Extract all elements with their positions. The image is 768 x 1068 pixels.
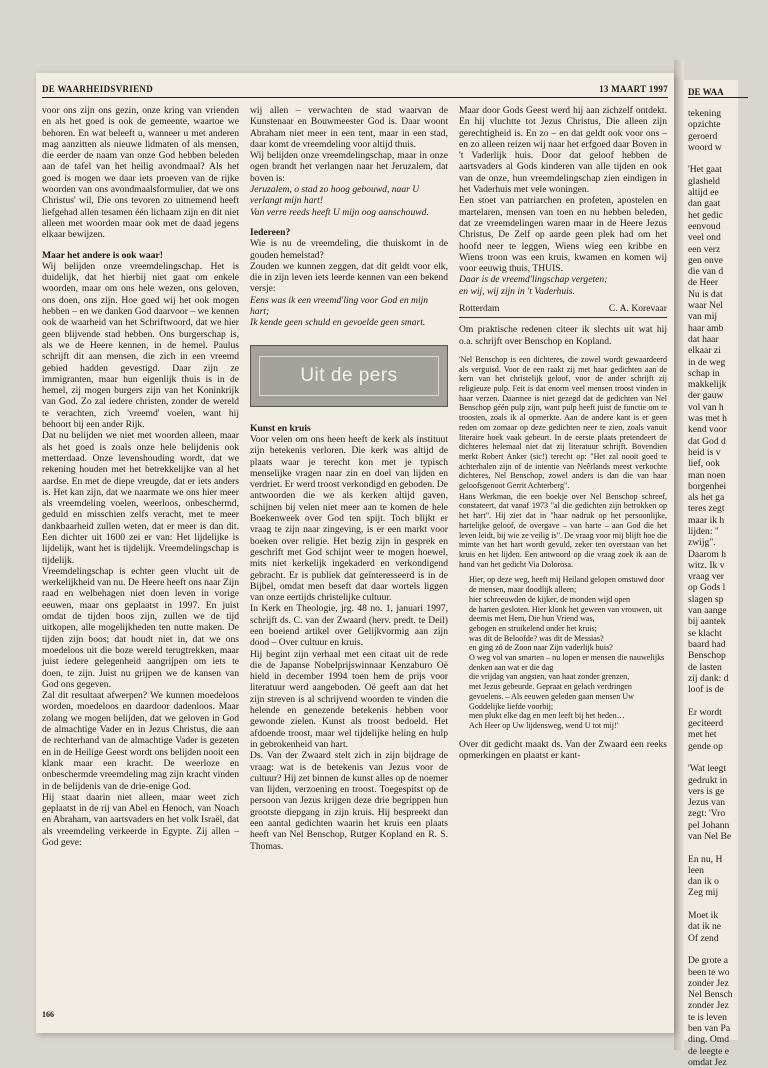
adjacent-line: woord w (688, 141, 722, 153)
quote-paragraph: Hans Werkman, die een boekje over Nel Benschop schreef, constateert, dat vanaf 1973 "al die gedichten zijn betrokken op het hart". Hij ziet dat in "haar nadruk op het persoonlijke, hartelijke geloof, de overgave – van harte – aan God die het leven leidt, bij wie ze veilig is". De vraag voor mij blijft hoe die mimte van het hart wordt gevuld, zeker ten overstaan van het kruis en het lijden. Een antwoord op die vraag zoek ik aan de hand van het gedicht Via Dolorosa. (459, 491, 667, 569)
adjacent-line: haar amb (688, 322, 724, 334)
paragraph: Over dit gedicht maakt ds. Van der Zwaard een reeks opmerkingen en plaatst er kant- (459, 738, 667, 761)
adjacent-line: loof is de (688, 684, 724, 696)
adjacent-line: die van d (688, 266, 724, 278)
issue-date: 13 MAART 1997 (599, 84, 668, 94)
paragraph: Eens was ik een vreemd'ling voor God en mijn hart; (250, 294, 429, 318)
paragraph: Om praktische redenen citeer ik slechts uit wat hij o.a. schrijft over Benschop en Kopland. (459, 324, 667, 347)
adjacent-line: slagen sp (688, 593, 724, 605)
paragraph: Daar is de vreemd'lingschap vergeten; (459, 274, 608, 286)
column-3-article-end (459, 105, 667, 297)
adjacent-line: altijd ee (688, 187, 719, 199)
poem-line: men plukt elke dag en men leeft bij het heden… (469, 711, 625, 721)
adjacent-line: eenvoud (688, 220, 721, 232)
column-2-press-article (250, 423, 448, 852)
adjacent-line: 'Wat leegt (688, 763, 726, 775)
paragraph: Maar door Gods Geest werd hij aan zichzelf ontdekt. En hij vluchtte tot Jezus Christus, Die alleen zijn gerechtigheid is. En zo – en dat geldt ook voor ons – en zo alleen reizen wij naar het erfgoed daar Boven in 't Vaderlijk huis. Door dat geloof hebben de aartsvaders al Gods kinderen van alle tijden en ook van de onze, hun vreemdelingschap zien eindigen in het Vaderhuis met vele woningen. (459, 105, 667, 196)
paragraph: Een stoet van patriarchen en profeten, apostelen en martelaren, mensen van toen en nu hebben beleden, dat ze vreemdelingen waren maar in de Heere Jezus Christus, De Zelf op aarde geen plek had om het hoofd neer te leggen, Wiens wieg een kribbe en Wiens troon was een kruis, kwamen en komen wij voor eeuwig thuis, THUIS. (459, 195, 667, 275)
poem-line: hier schreeuwden de kijker, de monden wijd open (469, 594, 631, 604)
adjacent-line: De grote a (688, 955, 728, 967)
section-banner (250, 345, 448, 407)
paragraph: Wij belijden onze vreemdelingschap, maar in onze ogen brandt het verlangen naar het Jeruzalem, dat boven is: (250, 150, 448, 184)
signature-author: C. A. Korevaar (608, 303, 667, 315)
column-3-intro (459, 324, 667, 347)
adjacent-line: tekening (688, 108, 722, 119)
adjacent-line: vol van h (688, 401, 724, 413)
adjacent-line: Nel Bensch (688, 989, 733, 1001)
adjacent-page-header: DE WAA (688, 87, 748, 98)
quoted-passage (459, 355, 667, 569)
adjacent-line: Zeg mij (688, 887, 719, 899)
paragraph: In Kerk en Theologie, jrg. 48 no. 1, januari 1997, schrijft ds. C. van der Zwaard (herv. predt. te Deil) een boeiend artikel over Gelijkvormig aan zijn dood – Over cultuur en kruis. (250, 603, 448, 649)
column-3-continuation (459, 739, 667, 762)
running-header (42, 83, 668, 98)
poem-line: met Jezus gebeurde. Gepraat en gelach verdringen gevoelens. – Als eeuwen geleden gaan mensen Uw Goddelijke liefde voorbij; (469, 682, 634, 711)
adjacent-line: was met h (688, 413, 727, 425)
adjacent-line: Nu is dat (688, 288, 723, 300)
adjacent-line: been te wo (688, 966, 730, 978)
adjacent-line: van mij (688, 311, 718, 323)
adjacent-line: dat haar (688, 333, 719, 345)
adjacent-line: Er wordt (688, 706, 722, 718)
adjacent-line: Daarom h (688, 548, 727, 560)
paragraph: Wie is nu de vreemdeling, die thuiskomt in de gouden hemelstad? (250, 238, 448, 261)
subheading: Kunst en kruis (250, 422, 311, 434)
adjacent-line: En nu, H (688, 853, 723, 865)
section-banner-frame (259, 356, 439, 396)
adjacent-line: het gedic (688, 209, 723, 221)
paragraph: Zouden we kunnen zeggen, dat dit geldt voor elk, die in zijn leven iets leerde kennen van een bekend versje: (250, 260, 448, 295)
paragraph: Ik kende geen schuld en gevoelde geen smart. (250, 317, 426, 329)
poem-via-dolorosa (469, 575, 667, 730)
adjacent-line: zwijg". (688, 537, 716, 549)
adjacent-line (688, 752, 768, 763)
adjacent-line: geciteerd (688, 718, 724, 730)
paragraph: Zal dit resultaat afwerpen? We kunnen moedeloos worden, moedeloos en daardoor dadenloos. Maar zolang we mogen belijden, dat we geloven in God de almachtige Vader en in Jezus Christus, die aan de rechterhand van de almachtige Vader is gezeten en in de Heilige Geest wordt ons belijden nooit een klank maar een kracht. De weerloze en onbeschermde vreemdeling mag zijn kracht vinden in de belijdenis van de drie-enige God. (42, 690, 239, 792)
adjacent-line: leen (688, 864, 704, 876)
adjacent-line: der gauw (688, 390, 724, 402)
adjacent-line: heid is v (688, 446, 721, 458)
adjacent-line: waar Nel (688, 300, 723, 312)
adjacent-line (688, 899, 768, 910)
publication-title: DE WAARHEIDSVRIEND (42, 84, 154, 94)
adjacent-line: baard had (688, 638, 726, 650)
adjacent-line: van Nel Be (688, 831, 732, 842)
adjacent-line: ben van Pa (688, 1023, 731, 1035)
adjacent-line: een verz (688, 243, 721, 255)
paragraph: Hij staat daarin niet alleen, maar weet zich geplaatst in de rij van Abel en Henoch, van Noach en Abraham, van aartsvaders en het volk Israël, dat als vreemdeling verkeerde in Egypte. Zij allen – God geve: (42, 791, 239, 848)
adjacent-line: de Heer (688, 277, 719, 289)
adjacent-line: lijden: " (688, 525, 719, 537)
column-1-text (42, 105, 239, 848)
paragraph: wij allen – verwachten de stad waarvan de Kunstenaar en Bouwmeester God is. Daar woont Abraham niet meer in een tent, maar in een stad, daar komt de vreemdeling voor altijd thuis. (250, 105, 448, 150)
adjacent-line: schap in (688, 367, 720, 379)
adjacent-line: Moet ik (688, 910, 719, 922)
adjacent-line: van aange (688, 605, 727, 617)
adjacent-line: zij dank: d (688, 672, 729, 684)
adjacent-line: dat ik ne (688, 921, 722, 933)
adjacent-line: te is leven (688, 1011, 727, 1023)
adjacent-line: gende op (688, 740, 723, 752)
adjacent-line: de lasten (688, 661, 722, 673)
poem-line: Hier, op deze weg, heeft mij Heiland gelopen omstuwd door de mensen, maar doodlijk alleen; (469, 575, 665, 595)
adjacent-line: Benschop (688, 650, 726, 662)
adjacent-line: gen onve (688, 254, 723, 266)
adjacent-line: kend voor (688, 424, 727, 436)
adjacent-line: maar ik h (688, 514, 725, 526)
adjacent-line: geroerd (688, 130, 718, 142)
paragraph: en wij, wij zijn in 't Vaderhuis. (459, 285, 575, 297)
adjacent-line: man noen (688, 469, 726, 481)
column-2-article-end (250, 105, 448, 329)
subheading: Iedereen? (250, 226, 291, 238)
adjacent-line: gedrukt in (688, 774, 728, 786)
adjacent-line: witz. Ik v (688, 559, 725, 571)
adjacent-line: pel Johann (688, 819, 730, 831)
signature-place: Rotterdam (459, 303, 500, 315)
adjacent-line: op Gods l (688, 582, 726, 594)
page-number: 166 (42, 1010, 54, 1019)
adjacent-line: zegt: 'Vro (688, 808, 726, 820)
poem-line: O weg vol van smarten – nu lopen er mensen die nauwelijks denken aan wat er die dag (469, 653, 665, 672)
book-spine (674, 60, 684, 1050)
adjacent-line: teres zegt (688, 503, 725, 515)
adjacent-page-text (688, 108, 768, 1068)
poem-line: die vrijdag van angsten, van haat zonder grenzen, (469, 672, 630, 682)
adjacent-line (688, 842, 768, 853)
poem-line: en ging zó de Zoon naar Zijn vaderlijk huis? (469, 643, 613, 653)
adjacent-line: borgenhei (688, 480, 727, 492)
paragraph: Dat nu belijden we niet met woorden alleen, maar als het goed is zoals onze hele belijdenis ook metterdaad. Onze levenshouding wordt, dat we rekening houden met het betrekkelijke van al het aardse. En met de diepe vreugde, dat er iets anders is. Het kan zijn, dat we naarmate we ons hier meer als vreemdeling voelen, weerloos, onbeschermd, geduld en misschien zelfs veracht, met te meer dankbaarheid zullen weten, dat er meer is dan dit. Een dichter uit 1600 zei er van: Het lijdelijke is lijdelijk, want het is tijdelijk. Vreemdelingschap is tijdelijk. (42, 430, 239, 566)
adjacent-line: Of zend (688, 932, 719, 944)
paragraph: Wij belijden onze vreemdelingschap. Het is duidelijk, dat het hierbij niet gaat om enkele woorden, maar om ons hele wezen, ons geloven, ons doen, ons zijn. Hoe goed wij het ook mogen hebben – en we danken God daarvoor – we kennen ook de waarheid van het Schriftwoord, dat we hier geen blijvende stad hebben. Ons burgerschap is, als we de Heere kennen, in de hemel. Paulus schrijft dit aan mensen, die zich in een vreemd gebied hadden gevestigd. Daar zijn ze immigranten, maar hun eigenlijk thuis is in de hemel, zij mogen burgers zijn van het Koninkrijk van God. Zo zal iedere christen, zonder de wereld te verachten, zich 'vreemd' voelen, want hij behoort bij een ander Rijk. (42, 260, 239, 431)
adjacent-line: vers is ge (688, 785, 725, 797)
magazine-page (36, 73, 674, 1033)
poem-line: Ach Heer op Uw lijdensweg, wend U tot mij!' (469, 720, 619, 730)
adjacent-line: dat God d (688, 435, 726, 447)
adjacent-line: de leegte e (688, 1045, 730, 1057)
adjacent-line: zonder Jez (688, 1000, 729, 1012)
adjacent-line: 'Het gaat (688, 164, 722, 176)
adjacent-line: veel ond (688, 232, 721, 244)
paragraph: Ds. Van der Zwaard stelt zich in zijn bijdrage de vraag: wat is de betekenis van Jezus voor de cultuur? Hij zet binnen de kunst alles op de noemer van lijden, verzoening en troost. Toegespitst op de persoon van Jezus krijgen deze drie begrippen hun grootste diepgang in zijn kruis. Hij bespreekt dan een aantal gedichten waarin het kruis een plaats heeft van Nel Benschop, Rutger Kopland en R. S. Thomas. (250, 750, 448, 852)
paragraph: Hij begint zijn verhaal met een citaat uit de rede die de Japanse Nobelprijswinnaar Kenzaburo Oë hield in december 1994 toen hem de prijs voor literatuur werd aangeboden. Oë geeft aan dat het zijn streven is al schrijvend woorden te vinden die helende en genezende betekenis hebben voor gewonde zielen. Kunst als troost bedoeld. Het afdoende troost, maar wel tijdelijke heling en hulp in gebrokenheid van hart. (250, 648, 448, 750)
paragraph: Voor velen om ons heen heeft de kerk als instituut zijn betekenis verloren. Die kerk was altijd de plaats waar je terecht kon met je typisch menselijke vragen naar zin en doel van lijden en verdriet. Er werd troost verkondigd en geboden. De antwoorden die we als kerken altijd gaven, schijnen bij velen niet meer aan te komen de hele Boekenweek over God ten spijt. Toch blijkt er vraag te zijn naar zingeving, is er een markt voor boeken over religie. Het bezig zijn in gesprek en geschrift met God schijnt weer te mogen hoewel, mits niet kerkelijk ingekaderd en verkondigend gebracht. Er is publiek dat geïnteresseerd is in de Bijbel, omdat men beseft dat daar wortels liggen van onze eertijds christelijke cultuur. (250, 433, 448, 604)
adjacent-line: glasheld (688, 175, 720, 187)
column-1 (42, 105, 239, 965)
adjacent-line: met het (688, 729, 717, 741)
column-2 (250, 105, 448, 965)
adjacent-line: vraag ver (688, 571, 724, 583)
adjacent-line (688, 695, 768, 706)
adjacent-line: in de weg (688, 356, 726, 368)
poem-line: de harten gesloten. Hier klonk het geween van vrouwen, uit deernis met Hem, Die hun Vriend was, (469, 604, 663, 624)
poem-line: was dit de Beloofde? was dit de Messias? (469, 633, 604, 643)
subheading: Maar het andere is ook waar! (42, 249, 163, 261)
adjacent-line (688, 153, 768, 164)
paragraph: Van verre reeds heeft U mijn oog aanschouwd. (250, 206, 429, 218)
adjacent-line: ding. Omd (688, 1034, 730, 1046)
adjacent-line: dan ik o (688, 876, 719, 888)
adjacent-line: elkaar zi (688, 345, 721, 357)
signature-line (459, 303, 667, 318)
section-title: Uit de pers (300, 364, 398, 386)
paragraph: Jeruzalem, o stad zo hoog gebouwd, naar U verlangt mijn hart! (250, 184, 420, 207)
paragraph: voor ons zijn ons gezin, onze kring van vrienden en als het goed is ook de gemeente, waartoe we behoren. En wat beleeft u, wanneer u met anderen mag aanzitten als nieuwe lidmaten of als mensen, die eerder de naam van onze God hebben beleden aan de tafel van het heilig avondmaal? Als het goed is mogen we daar iets proeven van de rijke woorden van ons avondmaalsformulier, dat we ons Christus' wil, Die ons tevoren zo uitnemend heeft liefgehad allen tesamen één lichaam zijn en dit niet alleen met woorden maar ook met de daad jegens elkaar bewijzen. (42, 105, 239, 241)
adjacent-line (688, 944, 768, 955)
adjacent-line: zonder Jez (688, 977, 729, 989)
adjacent-line: se klacht (688, 627, 722, 639)
adjacent-line: Jezus van (688, 797, 726, 809)
adjacent-line: lief, ook (688, 458, 720, 470)
poem-line: gebogen en struikelend onder het kruis; (469, 623, 597, 633)
adjacent-line: als het ga (688, 492, 725, 504)
adjacent-line: opzichte (688, 119, 721, 131)
quote-paragraph: 'Nel Benschop is een dichteres, die zowel wordt gewaardeerd als verguisd. Voor de een raakt zij met haar gedichten aan de kern van het christelijk geloof, voor de ander schrijft zij religieuze pulp. Feit is dat enorm veel mensen troost vinden in haar verzen. Daarmee is niet gezegd dat de gedichten van Nel Benschop géén pulp zijn, want pulp heeft juist de functie om te troosten, zoals ik al opmerkte. Aan de andere kant is er geen reden om zomaar op deze gedichten neer te zien, zoals vanuit literaire hoek vaak gebeurt. In de eerste plaats pretendeert de dichteres helemaal niet dat zij literatuur schrijft. Bovendien merkt Robert Anker (sic!) terecht op: "Het zal nooit goed te achterhalen zijn of de intentie van Neêrlands meest verkochte dichteres, Nel Benschop, zowel anders is dan die van haar geloofsgenoot Gerrit Achterberg". (459, 354, 667, 491)
adjacent-line: makkelijk (688, 379, 727, 391)
adjacent-line: dan gaat (688, 198, 721, 210)
column-3 (459, 105, 667, 975)
adjacent-line: omdat Jez (688, 1056, 727, 1068)
adjacent-line: bij aantek (688, 616, 726, 628)
adjacent-page (684, 80, 738, 1068)
paragraph: Vreemdelingschap is echter geen vlucht uit de werkelijkheid van nu. De Heere heeft ons naar Zijn raad en welbehagen niet doen leven in vorige eeuwen, maar ons geplaatst in 1997. En juist omdat de tijden boos zijn, zullen we de tijd uitkopen, alle mogelijkheden ten nutte maken. De tijden zijn boos; dat houdt niet in, dat we ons moedeloos uit die boze wereld terugtrekken, maar juist iedere gelegenheid aangrijpen om iets te doen, te zijn. Juist nu grijpen we de kansen van God ons gegeven. (42, 565, 239, 690)
